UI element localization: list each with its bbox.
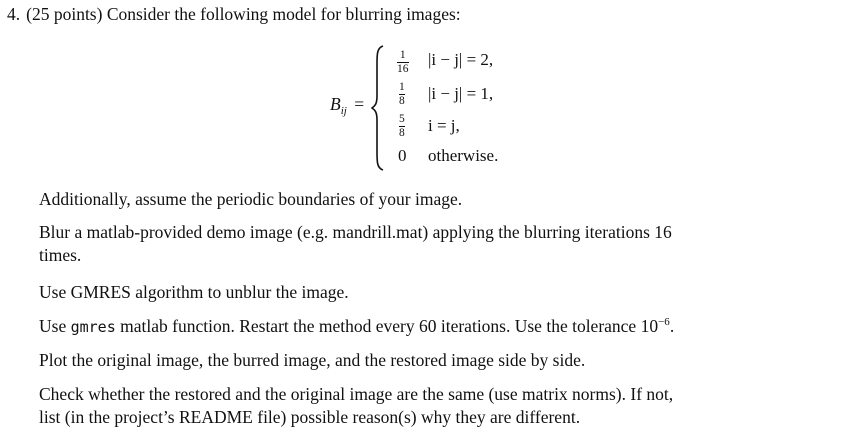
lhs-symbol: B [330, 94, 341, 114]
left-brace [371, 44, 385, 172]
problem-heading [7, 4, 461, 25]
equation-lhs [330, 94, 364, 117]
case-1-numerator: 1 [399, 49, 406, 61]
p4-end: . [669, 316, 675, 336]
tolerance-exponent: −6 [658, 316, 670, 328]
paragraph-gmres-function [39, 316, 674, 337]
paragraph-blur-line-1: Blur a matlab-provided demo image (e.g. mandrill.mat) applying the blurring iterations 16 [39, 222, 672, 242]
case-2-denominator: 8 [399, 95, 405, 107]
gmres-code: gmres [70, 318, 116, 336]
paragraph-check-line-2: list (in the project’s README file) possible reason(s) why they are different. [39, 407, 581, 427]
case-3-fraction [399, 114, 405, 139]
case-4-condition: otherwise. [428, 146, 499, 165]
equals-sign: = [354, 94, 365, 114]
problem-heading-text: (25 points) Consider the following model for blurring images: [26, 4, 461, 24]
case-1-condition: |i − j| = 2, [428, 50, 494, 69]
case-1-denominator: 16 [397, 63, 409, 75]
case-2-condition: |i − j| = 1, [428, 84, 494, 103]
case-3-numerator: 5 [399, 113, 405, 125]
lhs-subscript: ij [340, 105, 347, 117]
case-1-fraction [397, 50, 409, 75]
case-3-condition: i = j, [428, 116, 460, 135]
paragraph-blur-line-2: times. [39, 245, 82, 265]
paragraph-plot: Plot the original image, the burred image, and the restored image side by side. [39, 350, 586, 370]
paragraph-gmres: Use GMRES algorithm to unblur the image. [39, 282, 349, 302]
paragraph-periodic-boundaries: Additionally, assume the periodic boundaries of your image. [39, 189, 463, 209]
case-2-fraction [399, 82, 405, 107]
paragraph-check-line-1: Check whether the restored and the original image are the same (use matrix norms). If not, [39, 384, 674, 404]
case-2-numerator: 1 [399, 81, 405, 93]
p4-prefix: Use [39, 316, 67, 336]
case-3-denominator: 8 [399, 127, 405, 139]
problem-number: 4. [7, 4, 21, 24]
case-4-value: 0 [398, 146, 407, 165]
p4-middle: matlab function. Restart the method every 60 iterations. Use the tolerance 10 [120, 316, 659, 336]
